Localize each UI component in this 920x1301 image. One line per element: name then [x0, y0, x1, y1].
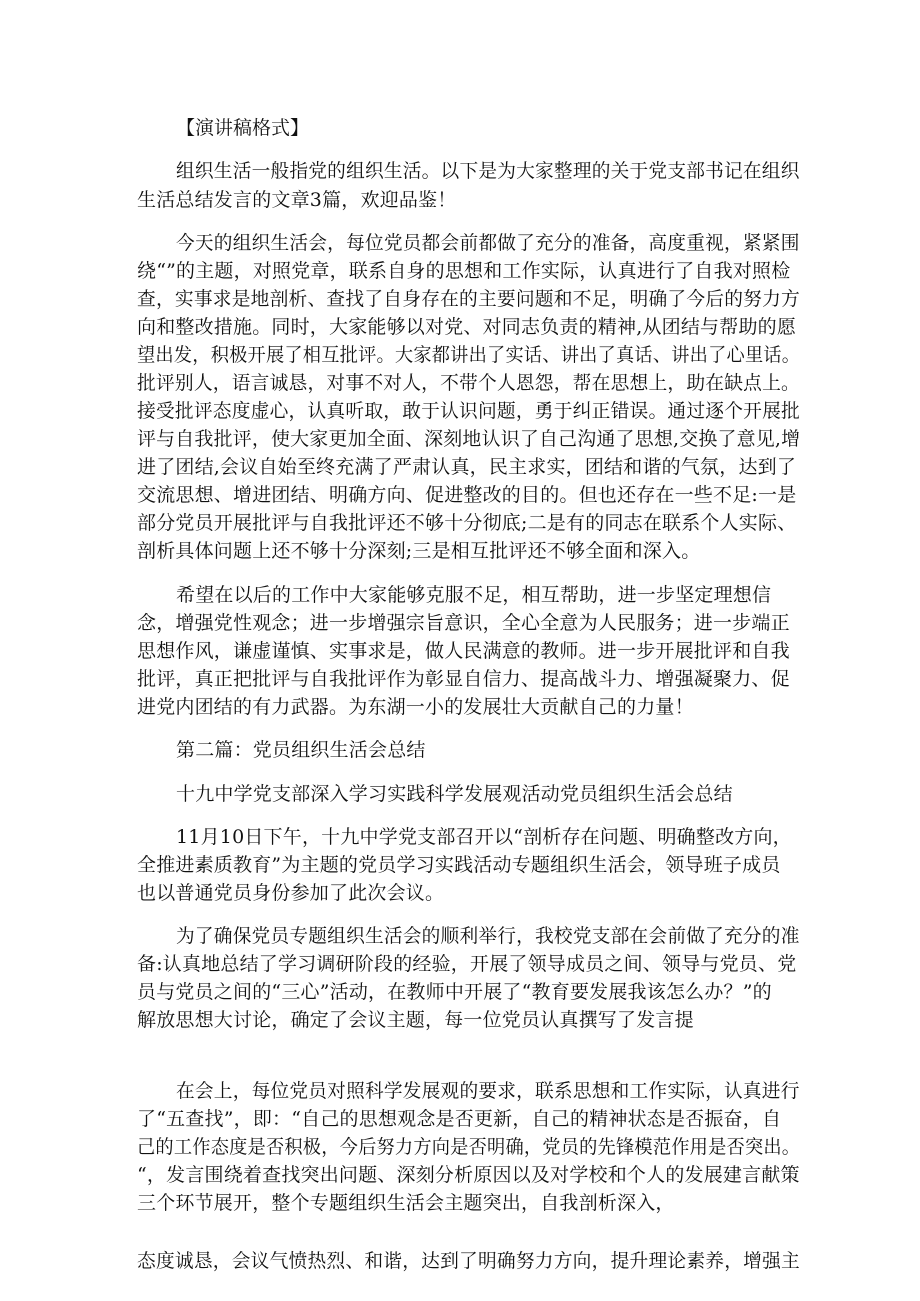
text-line: 11月10日下午，十九中学党支部召开以“剖析存在问题、明确整改方向，	[176, 826, 792, 848]
text-line: 组织生活一般指党的组织生活。以下是为大家整理的关于党支部书记在组织	[176, 160, 800, 182]
text-line: 全推进素质教育”为主题的党员学习实践活动专题组织生活会，领导班子成员	[137, 854, 781, 876]
text-line: 向和整改措施。同时，大家能够以对党、对同志负责的精神,从团结与帮助的愿	[137, 316, 797, 338]
text-line: 今天的组织生活会，每位党员都会前都做了充分的准备，高度重视，紧紧围	[176, 232, 800, 254]
text-line: 思想作风，谦虚谨慎、实事求是，做人民满意的教师。进一步开展批评和自我	[137, 640, 790, 662]
text-line: 进了团结,会议自始至终充满了严肃认真，民主求实，团结和谐的气氛，达到了	[137, 456, 797, 478]
text-line: 剖析具体问题上还不够十分深刻;三是相互批评还不够全面和深入。	[137, 540, 701, 562]
section-2-subtitle: 十九中学党支部深入学习实践科学发展观活动党员组织生活会总结	[176, 783, 733, 805]
text-line: 查，实事求是地剖析、查找了自身存在的主要问题和不足，明确了今后的努力方	[137, 288, 801, 310]
text-line: 在会上，每位党员对照科学发展观的要求，联系思想和工作实际，认真进行	[176, 1080, 800, 1102]
text-line: 批评别人，语言诚恳，对事不对人，不带个人恩怨，帮在思想上，助在缺点上。	[137, 372, 801, 394]
text-line: 了“五查找”，即：“自己的思想观念是否更新，自己的精神状态是否振奋，自	[137, 1108, 782, 1130]
heading-format: 【演讲稿格式】	[176, 117, 310, 139]
text-line: 备:认真地总结了学习调研阶段的经验，开展了领导成员之间、领导与党员、党	[137, 953, 797, 975]
text-line: 解放思想大讨论，确定了会议主题，每一位党员认真撰写了发言提	[137, 1009, 694, 1031]
text-line: 希望在以后的工作中大家能够克服不足，相互帮助，进一步坚定理想信	[176, 584, 772, 606]
text-line: 为了确保党员专题组织生活会的顺利举行，我校党支部在会前做了充分的准	[176, 925, 800, 947]
text-line: “，发言围绕着查找突出问题、深刻分析原因以及对学校和个人的发展建言献策	[137, 1164, 800, 1186]
text-line: 念，增强党性观念；进一步增强宗旨意识，全心全意为人民服务；进一步端正	[137, 612, 790, 634]
text-line: 接受批评态度虚心，认真听取，敢于认识问题，勇于纠正错误。通过逐个开展批	[137, 400, 801, 422]
text-line: 也以普通党员身份参加了此次会议。	[137, 882, 445, 904]
text-line: 评与自我批评，使大家更加全面、深刻地认识了自己沟通了思想,交换了意见,增	[137, 428, 801, 450]
text-line: 态度诚恳，会议气愤热烈、和谐，达到了明确努力方向，提升理论素养，增强主	[137, 1250, 801, 1272]
text-line: 部分党员开展批评与自我批评还不够十分彻底;二是有的同志在联系个人实际、	[137, 512, 797, 534]
text-line: 生活总结发言的文章3篇，欢迎品鉴！	[137, 189, 457, 211]
text-line: 批评，真正把批评与自我批评作为彰显自信力、提高战斗力、增强凝聚力、促	[137, 668, 790, 690]
text-line: 交流思想、增进团结、明确方向、促进整改的目的。但也还存在一些不足:一是	[137, 484, 797, 506]
section-2-title: 第二篇：党员组织生活会总结	[176, 739, 426, 761]
text-line: 己的工作态度是否积极，今后努力方向是否明确，党员的先锋模范作用是否突出。	[137, 1136, 801, 1158]
text-line: 进党内团结的有力武器。为东湖一小的发展壮大贡献自己的力量！	[137, 696, 694, 718]
text-line: 员与党员之间的“三心”活动，在教师中开展了“教育要发展我该怎么办？”的	[137, 981, 772, 1003]
text-line: 绕“”的主题，对照党章，联系自身的思想和工作实际，认真进行了自我对照检	[137, 260, 791, 282]
text-line: 三个环节展开，整个专题组织生活会主题突出，自我剖析深入，	[137, 1192, 675, 1214]
text-line: 望出发，积极开展了相互批评。大家都讲出了实话、讲出了真话、讲出了心里话。	[137, 344, 801, 366]
